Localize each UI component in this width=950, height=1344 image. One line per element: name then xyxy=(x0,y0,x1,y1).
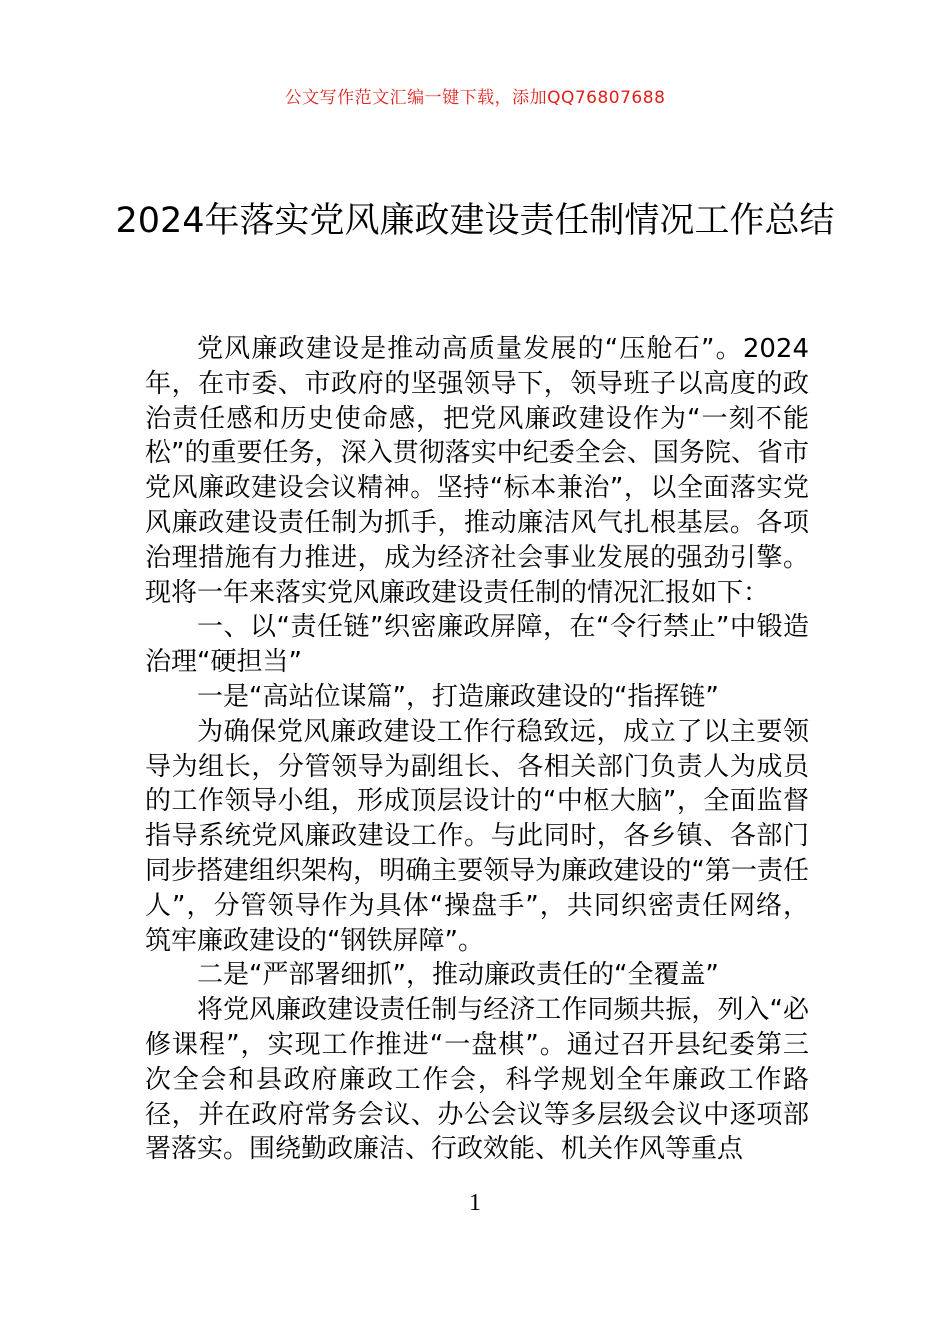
subheading-2: 二是“严部署细抓”，推动廉政责任的“全覆盖” xyxy=(197,960,719,991)
paragraph-intro: 党风廉政建设是推动高质量发展的“压舱石”。2024年，在市委、市政府的坚强领导下，领导班子以高度的政治责任感和历史使命感，把党风廉政建设作为“一刻不能松”的重要任务，深入贯彻落实中纪委全会、国务院、省市党风廉政建设会议精神。坚持“标本兼治”，以全面落实党风廉政建设责任制为抓手，推动廉洁风气扎根基层。各项治理措施有力推进，成为经济社会事业发展的强劲引擎。现将一年来落实党风廉政建设责任制的情况汇报如下： xyxy=(145,334,809,608)
download-notice: 公文写作范文汇编一键下载，添加QQ76807688 xyxy=(284,88,666,108)
page-number: 1 xyxy=(469,1190,481,1216)
document-body xyxy=(145,332,809,1167)
subheading-1: 一是“高站位谋篇”，打造廉政建设的“指挥链” xyxy=(197,681,719,712)
paragraph-leadership-group: 为确保党风廉政建设工作行稳致远，成立了以主要领导为组长，分管领导为副组长、各相关部门负责人为成员的工作领导小组，形成顶层设计的“中枢大脑”，全面监督指导系统党风廉政建设工作。与此同时，各乡镇、各部门同步搭建组织架构，明确主要领导为廉政建设的“第一责任人”，分管领导作为具体“操盘手”，共同织密责任网络，筑牢廉政建设的“钢铁屏障”。 xyxy=(145,716,809,956)
paragraph-responsibility-coverage: 将党风廉政建设责任制与经济工作同频共振，列入“必修课程”，实现工作推进“一盘棋”。通过召开县纪委第三次全会和县政府廉政工作会，科学规划全年廉政工作路径，并在政府常务会议、办公会议等多层级会议中逐项部署落实。围绕勤政廉洁、行政效能、机关作风等重点 xyxy=(145,995,809,1165)
section-heading-1: 一、以“责任链”织密廉政屏障，在“令行禁止”中锻造治理“硬担当” xyxy=(145,612,809,678)
document-title: 2024年落实党风廉政建设责任制情况工作总结 xyxy=(115,201,835,242)
